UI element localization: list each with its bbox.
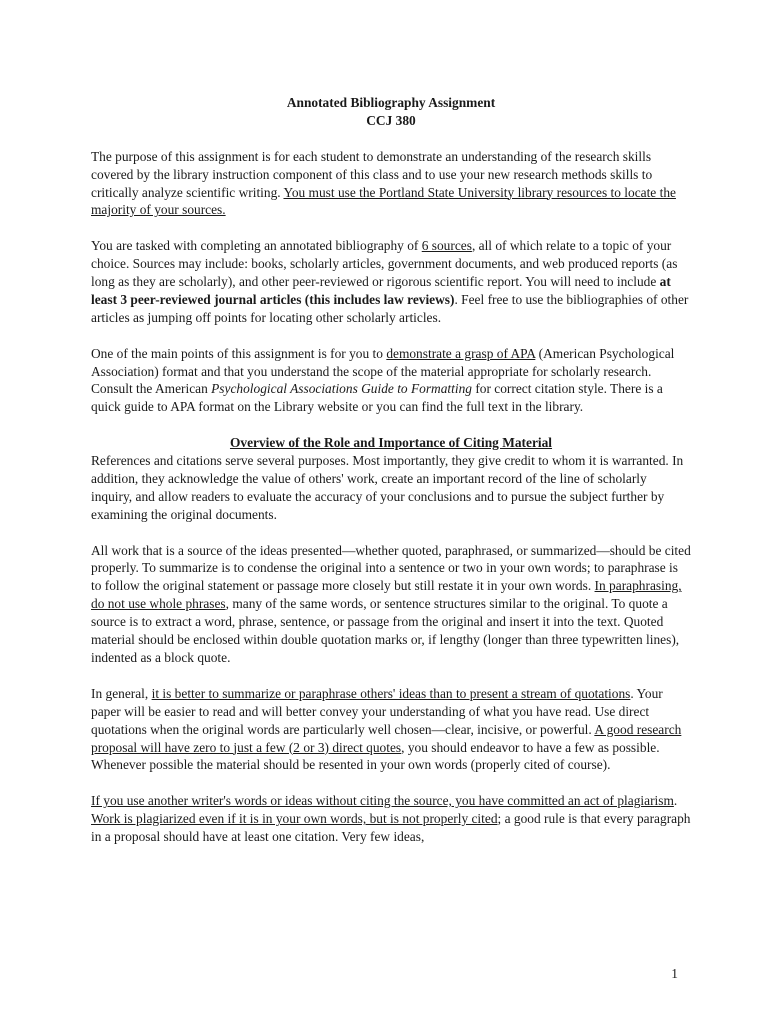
- paragraph-text: (American Psychological Association) format and that you understand the scope of the material appropriate for scholarly research. Consult the American: [91, 345, 675, 397]
- paragraph-text: , all of which relate to a topic of your choice. Sources may include: books, scholarly articles, government documents, and web produced reports (as long as they are scholarly), and other peer-reviewed or rigorous scientific report. You will need to include: [91, 238, 678, 290]
- document-title: Annotated Bibliography Assignment: [286, 95, 496, 110]
- paragraph-text: The purpose of this assignment is for each student to demonstrate an understanding of the research skills covered by the library instruction component of this class and to use your new research methods skills to critically analyze scientific writing.: [91, 148, 653, 200]
- paragraph-summarize: [91, 685, 691, 775]
- paragraph-text: You are tasked with completing an annotated bibliography of: [91, 238, 422, 254]
- underlined-text: it is better to summarize or paraphrase others' ideas than to present a stream of quotations: [151, 685, 631, 701]
- paragraph-purpose: [91, 148, 691, 220]
- paragraph-task: [91, 237, 691, 327]
- paragraph-text: for correct citation style. There is a quick guide to APA format on the Library website or you can find the full text in the library.: [91, 381, 663, 415]
- document-subtitle: CCJ 380: [366, 112, 416, 128]
- bold-text: at least 3 peer-reviewed journal articles (this includes law reviews): [91, 274, 671, 307]
- paragraph-text: , many of the same words, or sentence structures similar to the original. To quote a source is to extract a word, phrase, sentence, or passage from the original and insert it into the text. Quoted material should be enclosed within double quotation marks or, if lengthy (longer than three typewritten lines), indented as a block quote.: [91, 596, 680, 666]
- paragraph-apa: [91, 345, 691, 417]
- paragraph-references: References and citations serve several purposes. Most importantly, they give credit to whom it is warranted. In addition, they acknowledge the value of others' work, create an important record of the line of scholarly inquiry, and allow readers to evaluate the accuracy of your conclusions and to pursue the subject further by examining the original documents.: [91, 453, 684, 522]
- underlined-text: 6 sources: [421, 238, 472, 254]
- underlined-text: Work is plagiarized even if it is in your own words, but is not properly cited: [91, 811, 498, 827]
- underlined-text: You must use the Portland State University library resources to locate the majority of your sources.: [91, 184, 676, 218]
- paragraph-text: All work that is a source of the ideas presented—whether quoted, paraphrased, or summarized—should be cited properly. To summarize is to condense the original into a sentence or two in your own words; to paraphrase is to follow the original statement or passage more closely but still restate it in your own words.: [91, 542, 691, 594]
- paragraph-text: In general,: [91, 685, 152, 701]
- underlined-text: demonstrate a grasp of APA: [386, 345, 536, 361]
- document-body: [91, 94, 691, 864]
- underlined-text: In paraphrasing, do not use whole phrases: [91, 578, 682, 612]
- underlined-text: If you use another writer's words or ideas without citing the source, you have committed an act of plagiarism: [91, 793, 674, 809]
- paragraph-citing: [91, 542, 691, 667]
- paragraph-text: . Feel free to use the bibliographies of other articles as jumping off points for locating other scholarly articles.: [91, 291, 689, 325]
- page-number: 1: [671, 966, 678, 981]
- paragraph-text: ; a good rule is that every paragraph in a proposal should have at least one citation. Very few ideas,: [91, 811, 691, 845]
- section-heading: Overview of the Role and Importance of Citing Material: [229, 435, 553, 451]
- paragraph-text: . Your paper will be easier to read and will better convey your understanding of what you have read. Use direct quotations when the original words are particularly well chosen—clear, incisive, or powerful.: [91, 685, 663, 737]
- paragraph-plagiarism: [91, 792, 691, 846]
- underlined-text: A good research proposal will have zero to just a few (2 or 3) direct quotes: [91, 721, 682, 755]
- paragraph-text: , you should endeavor to have a few as possible. Whenever possible the material should be resented in your own words (properly cited of course).: [91, 739, 660, 773]
- paragraph-text: One of the main points of this assignment is for you to: [91, 345, 387, 361]
- italic-text: Psychological Associations Guide to Formatting: [211, 381, 472, 397]
- paragraph-text: .: [673, 793, 678, 809]
